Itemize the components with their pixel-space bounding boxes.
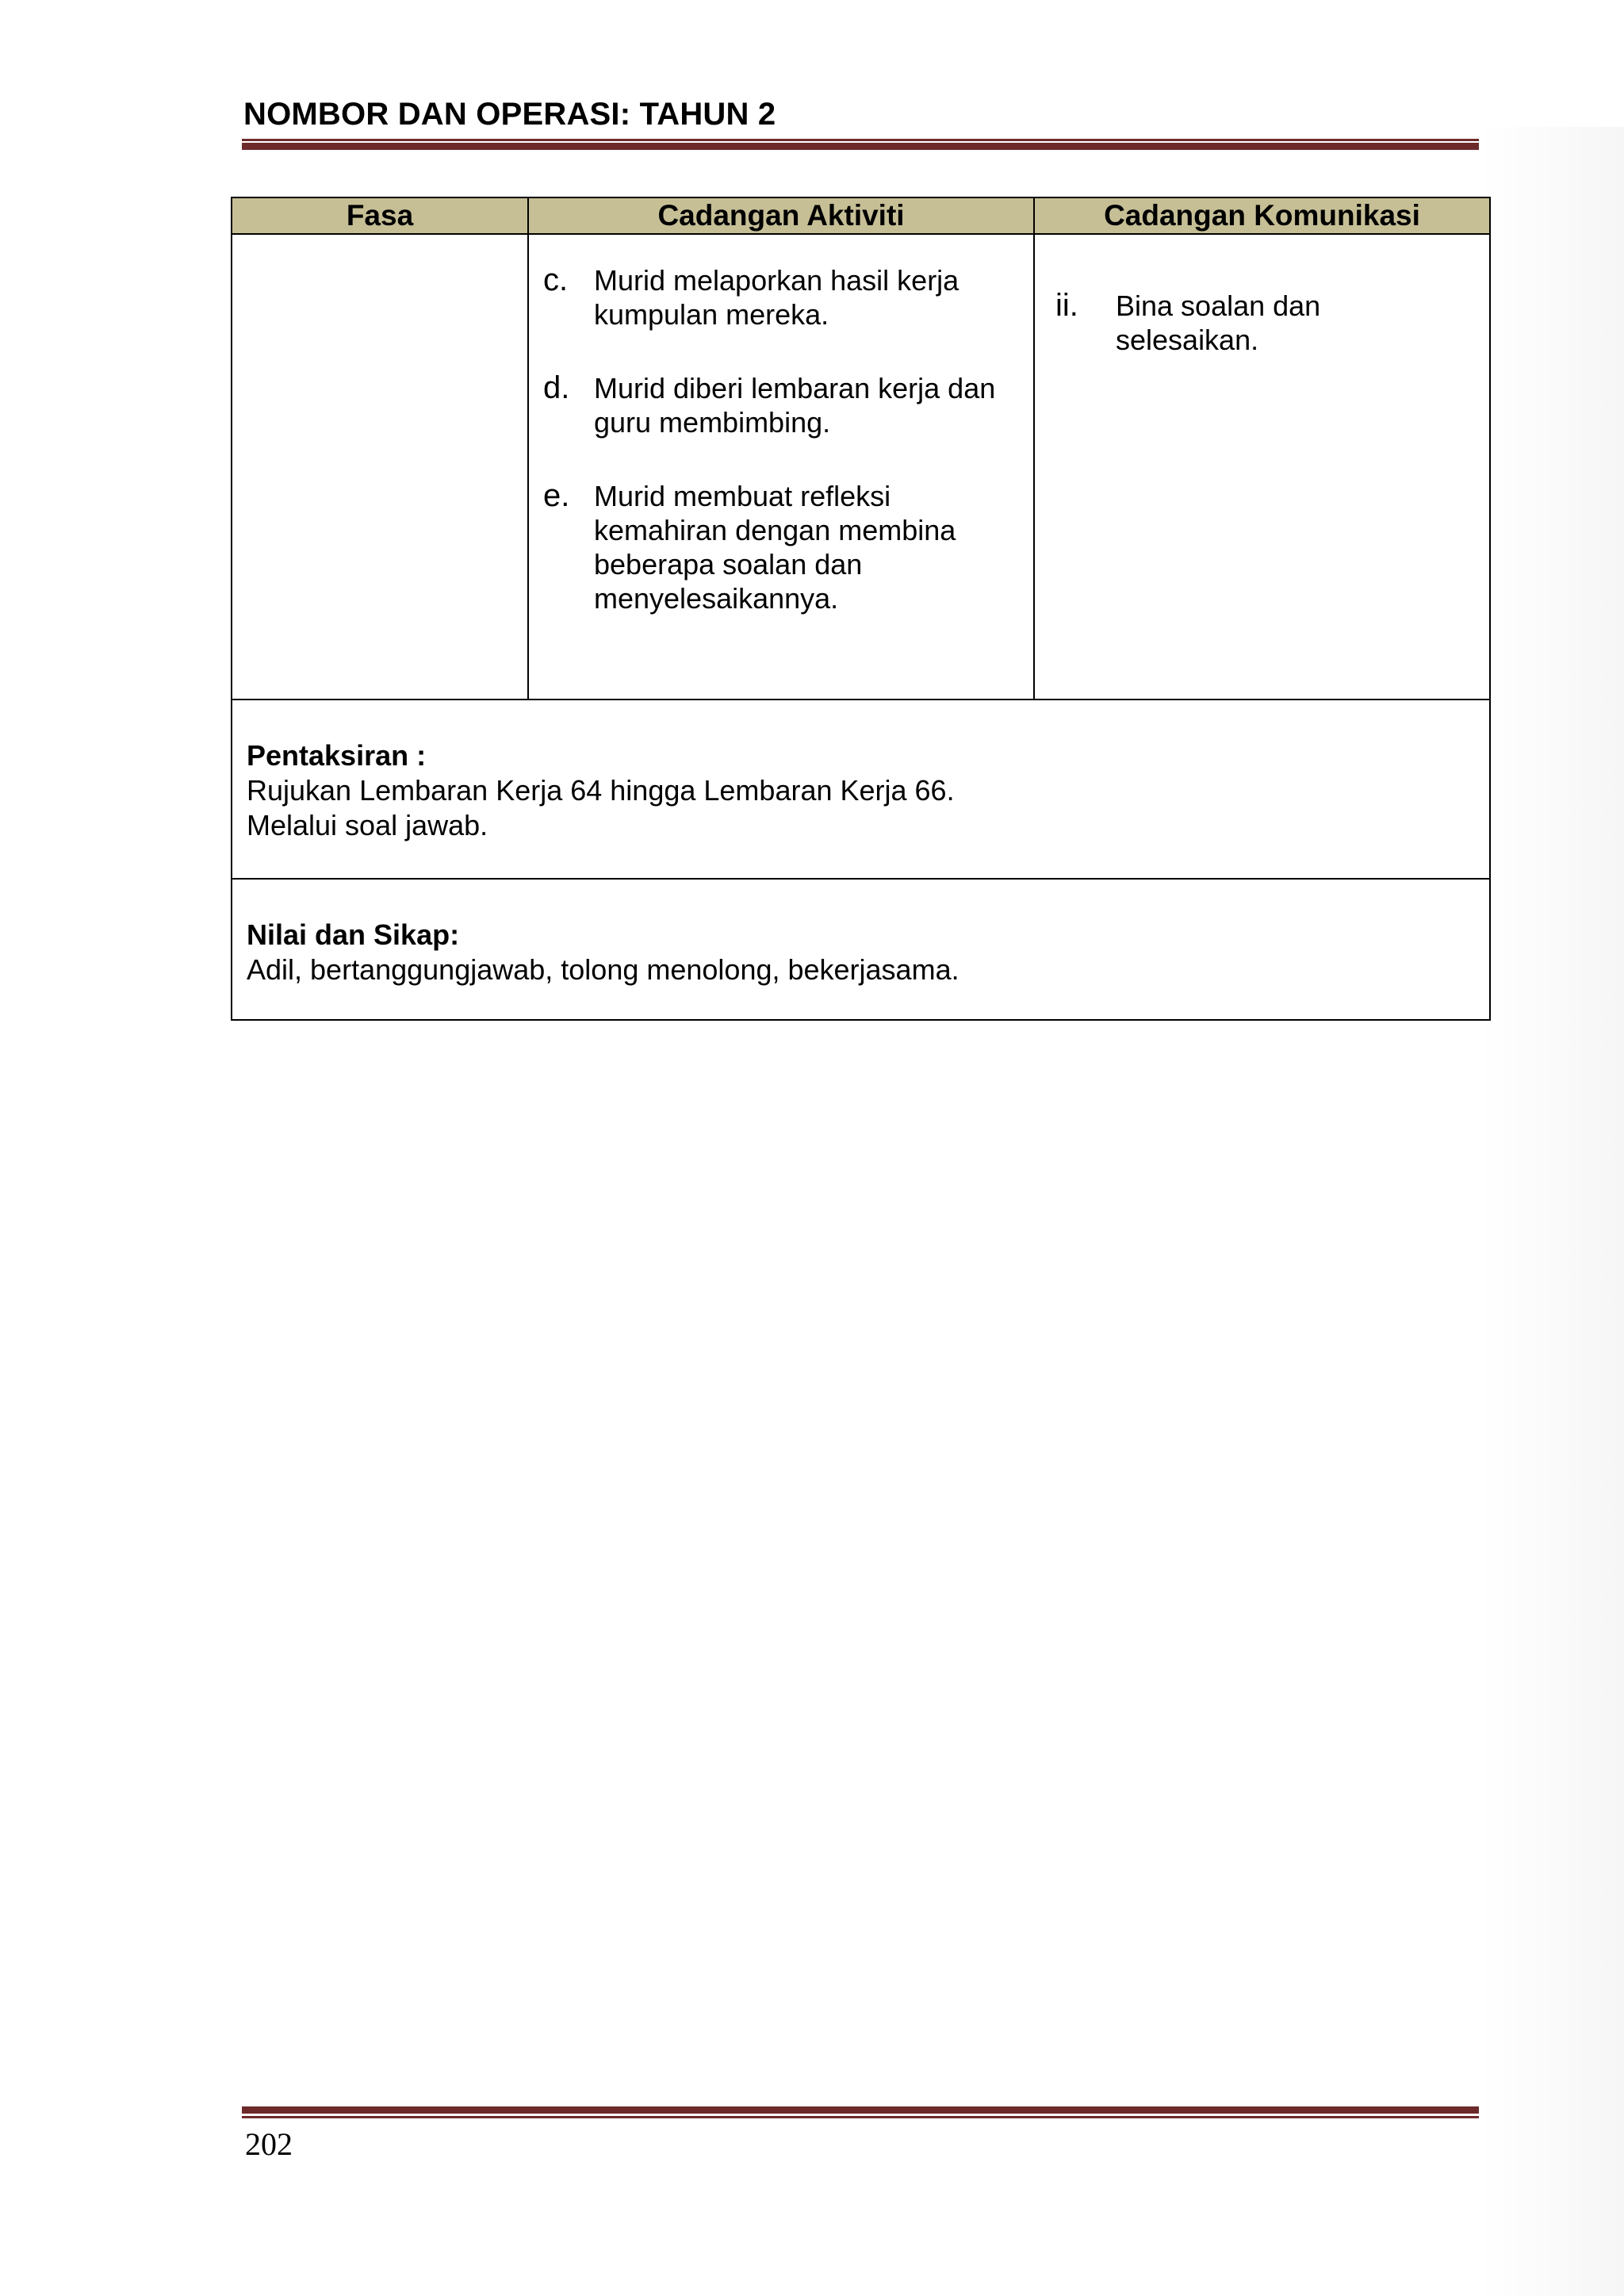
pentaksiran-line: Melalui soal jawab. (247, 809, 488, 841)
table-header-row (232, 197, 1490, 234)
column-header-fasa: Fasa (232, 197, 528, 234)
nilai-line: Adil, bertanggungjawab, tolong menolong, bekerjasama. (247, 953, 959, 986)
pentaksiran-cell (232, 700, 1490, 879)
list-item-text: Murid membuat refleksi kemahiran dengan membina beberapa soalan dan menyelesaikannya. (594, 480, 956, 615)
list-item (543, 263, 1025, 332)
list-marker: c. (543, 263, 569, 297)
fasa-cell (232, 234, 528, 700)
pentaksiran-heading: Pentaksiran : (247, 739, 427, 772)
list-item-text: Murid melaporkan hasil kerja kumpulan mereka. (594, 264, 959, 331)
nilai-cell (232, 879, 1490, 1020)
header-rule-thick (242, 143, 1479, 150)
table-row-nilai (232, 879, 1490, 1020)
list-marker: d. (543, 370, 570, 405)
nilai-heading: Nilai dan Sikap: (247, 918, 460, 951)
list-item (1055, 289, 1489, 357)
header-rule-thin (242, 139, 1479, 141)
list-marker: e. (543, 478, 570, 513)
aktiviti-cell (528, 234, 1034, 700)
column-header-komunikasi: Cadangan Komunikasi (1034, 197, 1490, 234)
list-item-text: Murid diberi lembaran kerja dan guru membimbing. (594, 372, 996, 439)
table-row (232, 234, 1490, 700)
page-shadow (1479, 127, 1624, 2296)
table-row-pentaksiran (232, 700, 1490, 879)
page-title: NOMBOR DAN OPERASI: TAHUN 2 (243, 97, 776, 132)
footer-rule-thick (242, 2106, 1479, 2114)
pentaksiran-line: Rujukan Lembaran Kerja 64 hingga Lembaran Kerja 66. (247, 774, 955, 807)
list-item-text: Bina soalan dan selesaikan. (1116, 289, 1321, 356)
list-item (543, 371, 1025, 439)
footer-rule-thin (242, 2116, 1479, 2118)
komunikasi-cell (1034, 234, 1490, 700)
column-header-aktiviti: Cadangan Aktiviti (528, 197, 1034, 234)
lesson-table (231, 197, 1491, 1021)
list-marker: ii. (1055, 288, 1078, 323)
page-number: 202 (245, 2126, 293, 2162)
list-item (543, 479, 1025, 615)
